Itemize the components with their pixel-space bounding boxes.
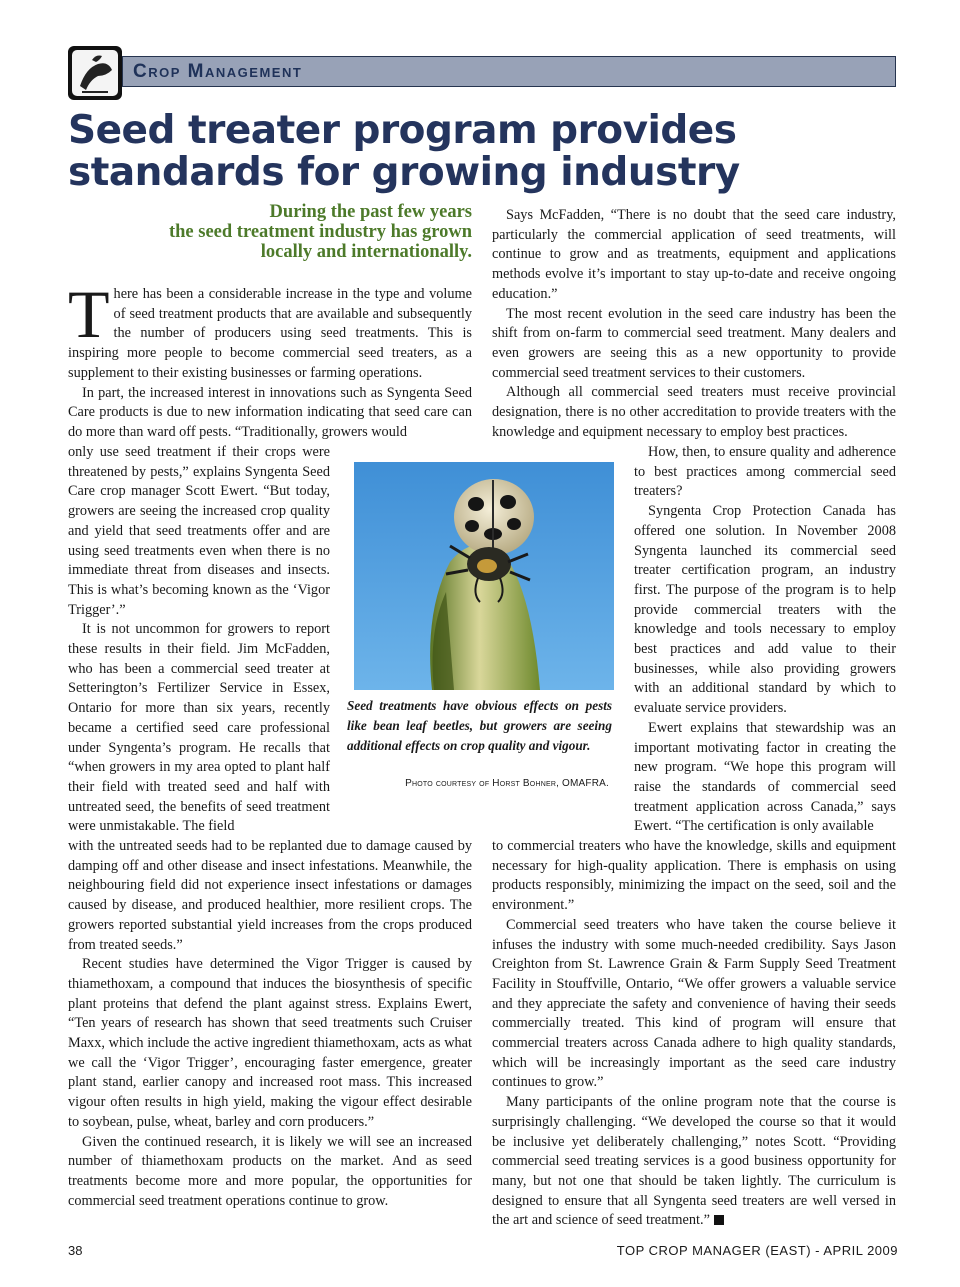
paragraph: In part, the increased interest in innovations such as Syngenta Seed Care products is due to new information indicating that seed care can do more than ward off pests. “Traditionally, growers would [68,384,472,440]
column-1-narrow [68,443,330,837]
photo-credit: Photo courtesy of Horst Bohner, OMAFRA. [405,778,609,789]
section-label: Crop Management [133,61,303,82]
page-number: 38 [68,1243,83,1258]
paragraph: Recent studies have determined the Vigor Trigger is caused by thiamethoxam, a compound that induces the biosynthesis of specific plant proteins that defend the plant against stress. Explains Ewert, “Ten years of research has shown that seed treatments such Cruiser Maxx, which include the active ingredient thiamethoxam, acts as what we call the ‘Vigor Trigger’, encouraging faster emergence, greater plant stand, earlier canopy and increased root mass. This increased vigour often results in high yield, making the vigour effect desirable to soybean, pulse, wheat, barley and corn producers.” [68,956,472,1130]
paragraph: There has been a considerable increase in the type and volume of seed treatment products that are available and subsequently the number of producers using seed treatments. This is inspiring more people to become commercial seed treaters, as a supplement to their existing businesses or farming operations. [68,276,472,381]
column-1-bottom [68,837,472,1211]
paragraph: Commercial seed treaters who have taken the course believe it infuses the industry with some much-needed credibility. Says Jason Creighton from St. Lawrence Grain & Farm Supply Seed Treatment Facility in Stouffville, Ontario, “We offer growers a valuable service and they appreciate the safety and convenience of having their seeds commercially treated. This kind of program will ensure that commercial treaters across Canada adhere to high quality standards, which will be increasingly important as the seed care industry continues to grow.” [492,916,896,1091]
column-2-narrow [634,443,896,837]
paragraph: Syngenta Crop Protection Canada has offered one solution. In November 2008 Syngenta launched its commercial seed treater certification program, an industry first. The purpose of the program is to help provide commercial treaters with the knowledge and tools necessary to employ best practices and add value to their businesses, while also providing growers with an additional standard by which to evaluate service providers. [634,503,896,717]
section-logo [68,46,122,100]
drop-cap: T [68,276,110,352]
headline-line-1: Seed treater program provides [68,108,737,153]
deck-line-3: locally and internationally. [260,242,472,262]
headline-line-2: standards for growing industry [68,150,740,195]
beetle-photo [354,462,614,690]
paragraph: Although all commercial seed treaters must receive provincial designation, there is no other accreditation to provide treaters with the knowledge and equipment necessary to employ best practices. [492,384,896,440]
paragraph: How, then, to ensure quality and adherence to best practices among commercial seed treaters? [634,444,896,500]
paragraph: Given the continued research, it is likely we will see an increased number of thiamethoxam products on the market. And as seed treatments become more and more popular, the opportunities for commercial seed treatment operations continue to grow. [68,1133,472,1209]
deck-line-1: During the past few years [269,202,472,222]
paragraph: Many participants of the online program note that the course is surprisingly challenging. “We developed the course so that it would be inclusive yet deliberately challenging,” notes Scott. “Providing commercial seed treating services is a good business opportunity for many, but not one that should be taken lightly. The curriculum is designed to ensure that all Syngenta seed treaters are well versed in the art and science of seed treatment.” [492,1094,896,1229]
section-bar [122,56,896,87]
paragraph: with the untreated seeds had to be replanted due to damage caused by damping off and other disease and insect infestations. Meanwhile, the neighbouring field did not experience insect infestations or damages caused by disease, and produced healthier, more resilient crops. The growers reported substantial yield increases from the crops produced from treated seeds.” [68,838,472,953]
paragraph: to commercial treaters who have the knowledge, skills and equipment necessary for high-quality application. There is emphasis on using products responsibly, minimizing the impact on the seed, soil and the environment.” [492,838,896,914]
end-mark-icon [714,1215,724,1225]
column-2-bottom [492,837,896,1231]
paragraph: The most recent evolution in the seed care industry has been the shift from on-farm to commercial seed treatment. Many dealers and even growers are seeing this as a new opportunity to provide commercial seed treatment services to their customers. [492,305,896,381]
beetle-illustration [354,462,614,690]
paragraph: only use seed treatment if their crops were threatened by pests,” explains Syngenta Seed Care crop manager Scott Ewert. “But today, growers are seeing the increased crop quality and yield that seed treatments offer and are using seed treatments even when there is no immediate threat from diseases and insects. This is what’s becoming known as the ‘Vigor Trigger’.” [68,444,330,618]
paragraph: Ewert explains that stewardship was an important motivating factor in creating the new program. “We hope this program will raise the standards of commercial seed treatment application across Canada,” says Ewert. “The certification is only available [634,719,896,835]
article-headline [68,110,888,194]
column-2-top [492,206,896,442]
paragraph: Says McFadden, “There is no doubt that the seed care industry, particularly the commercial application of seed treatments, will continue to grow and as treatments, equipment and applications methods evolve it’s important to stay up-to-date and receive ongoing education.” [492,207,896,302]
article-deck [100,202,472,262]
column-1-top [68,276,472,443]
paragraph: It is not uncommon for growers to report these results in their field. Jim McFadden, who has been a commercial seed treater at Setterington’s Fertilizer Service in Essex, Ontario for more than six years, recently became a certified seed care professional under Syngenta’s program. He recalls that “when growers in my area opted to plant half their field with treated seed and half with untreated seed, the benefits of seed treatment were unmistakable. The field [68,621,330,835]
section-header [68,46,898,100]
publication-footer: TOP CROP MANAGER (EAST) - APRIL 2009 [616,1243,898,1258]
deck-line-2: the seed treatment industry has grown [168,222,472,242]
photo-caption: Seed treatments have obvious effects on pests like bean leaf beetles, but growers are seeing additional effects on crop quality and vigour. [347,698,612,753]
